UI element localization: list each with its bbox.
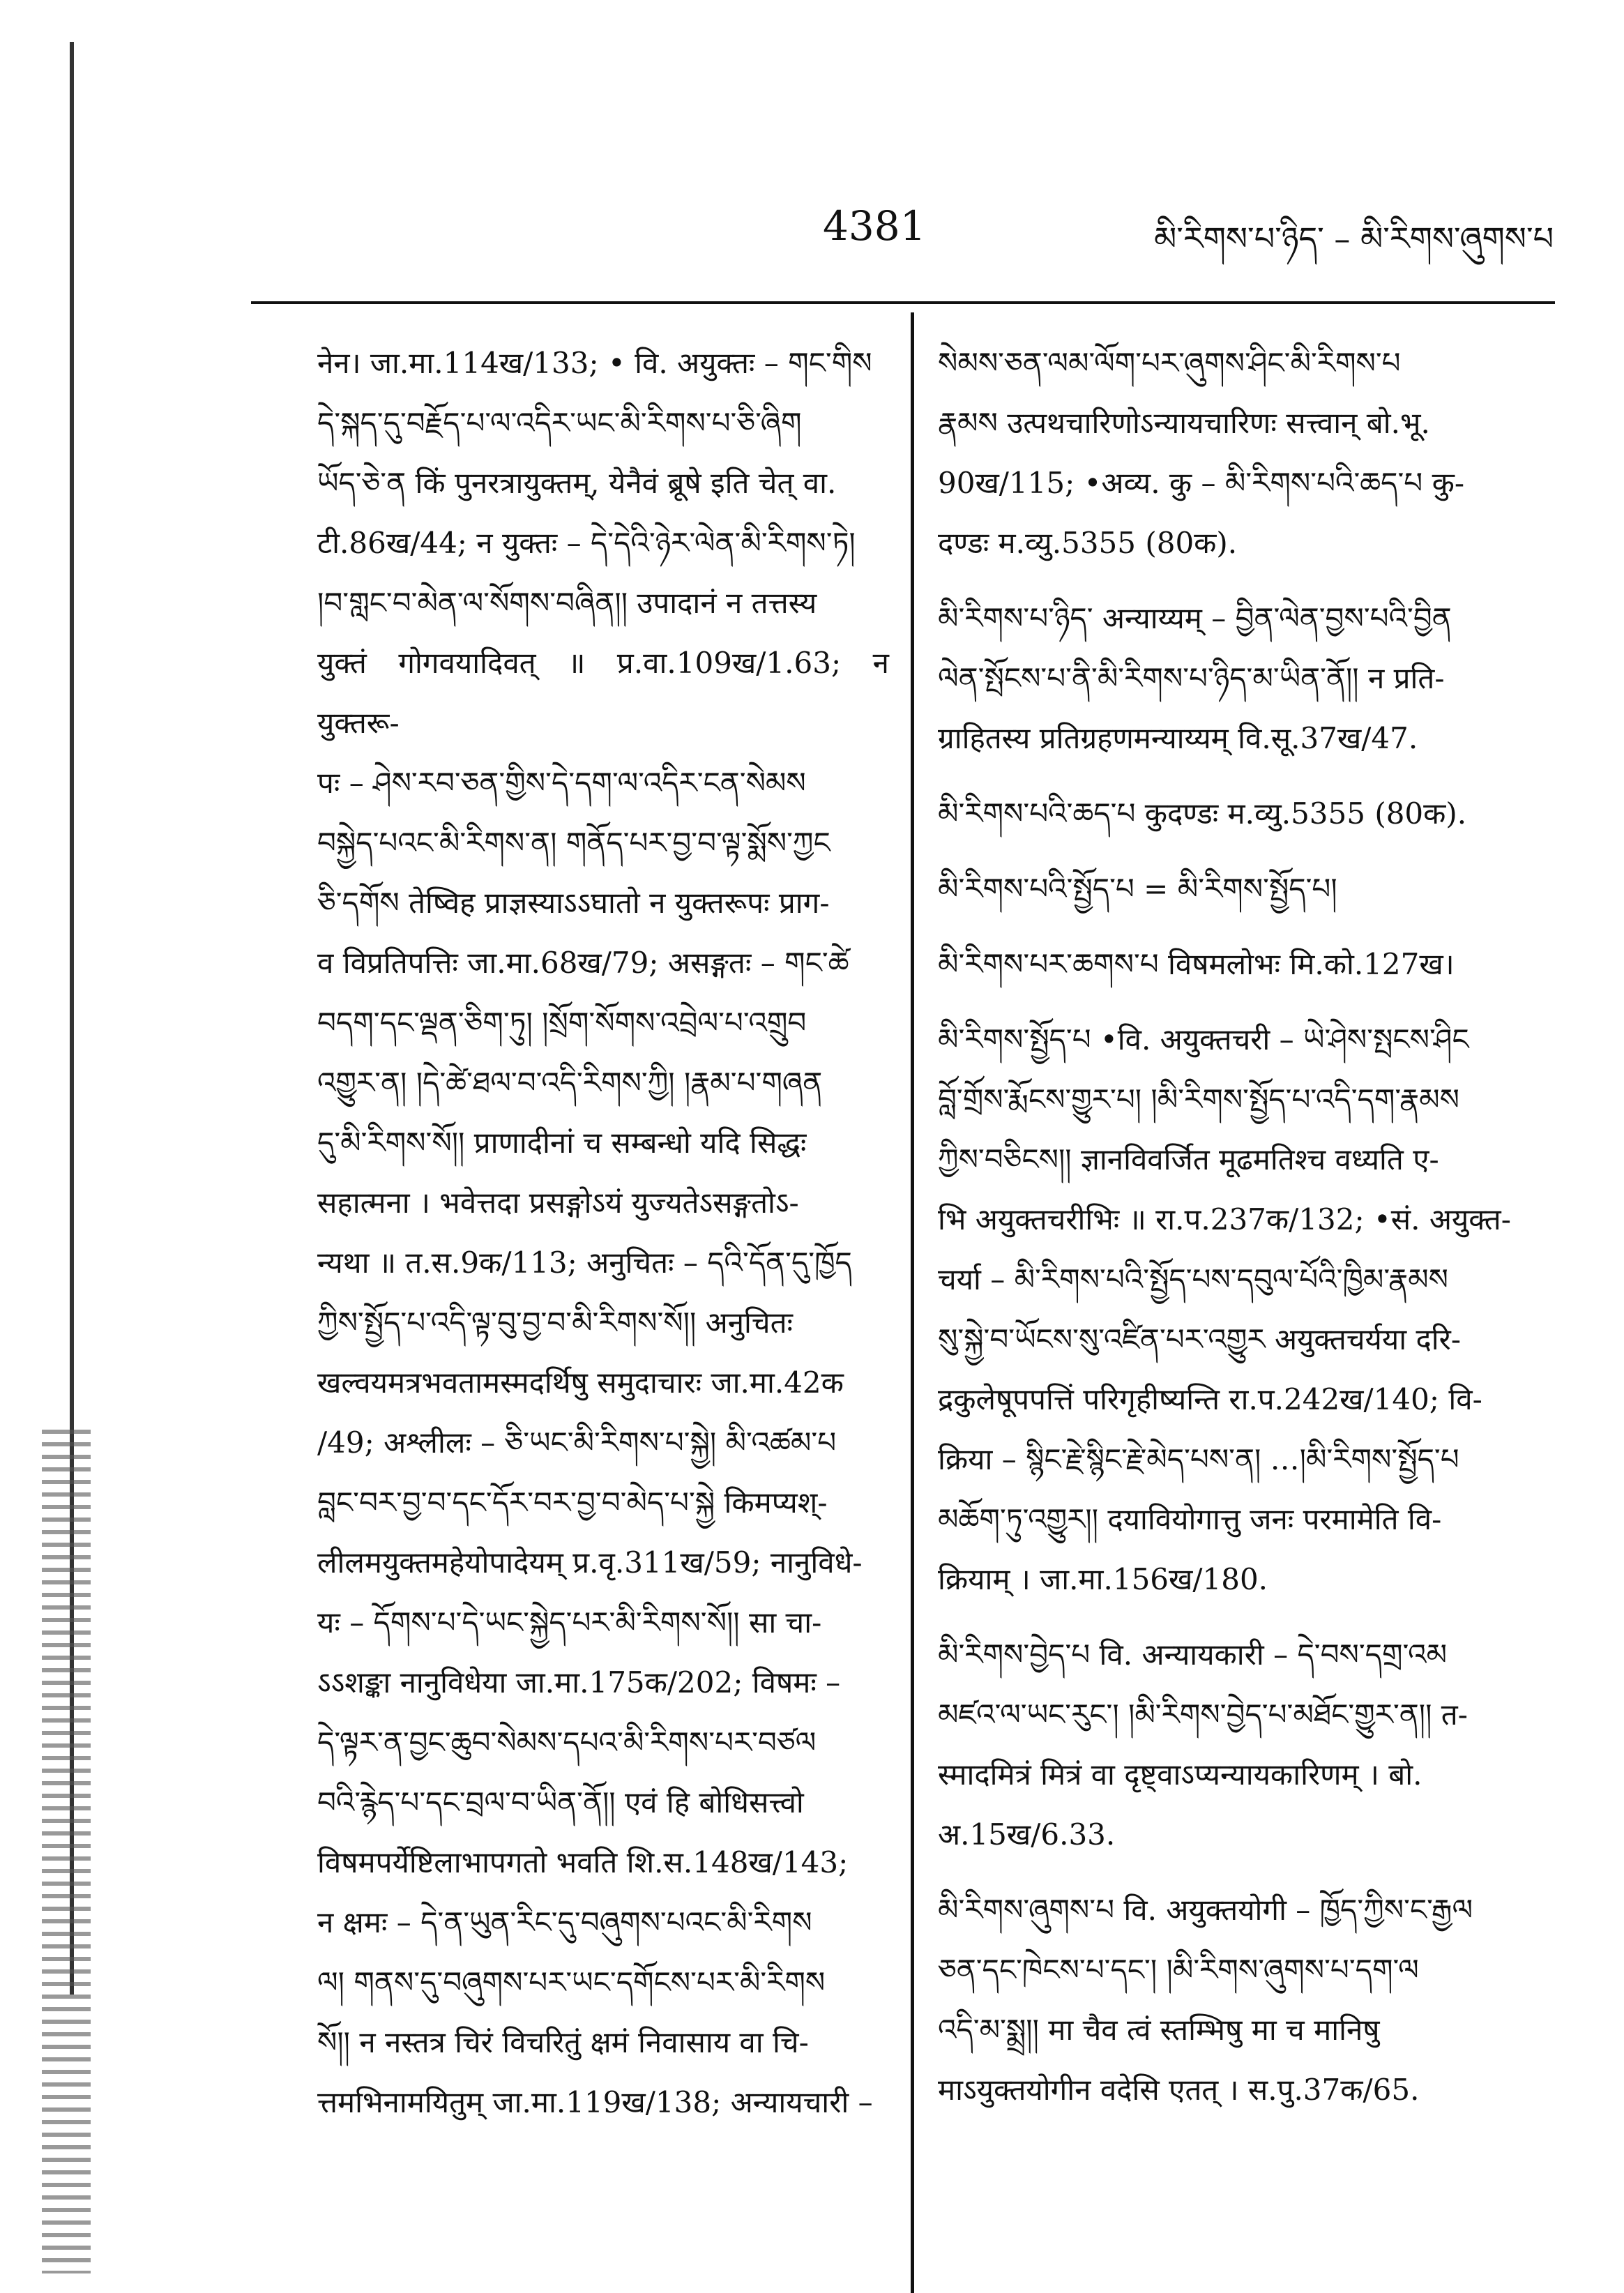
text-line: དུ་མི་རིགས་སོ།། प्राणादीनां च सम्बन्धो यदि सिद्धः xyxy=(317,1126,807,1160)
text-line: ལ། གནས་དུ་བཞུགས་པར་ཡང་དགོངས་པར་མི་རིགས xyxy=(317,1965,826,1999)
text-line: །བ་གླང་བ་མེན་ལ་སོགས་བཞིན།། उपादानं न तत्तस्य xyxy=(317,586,817,620)
text-line: རྣམས उत्पथचारिणोऽन्यायचारिणः सत्त्वान् बो.भू. xyxy=(938,406,1430,440)
column-divider xyxy=(911,312,914,2293)
text-line: भि अयुक्तचरीभिः ॥ रा.प.237क/132; •सं. अयुक्त- xyxy=(938,1202,1511,1236)
text-line: स्मादमित्रं मित्रं वा दृष्ट्वाऽप्यन्यायकारिणम् । बो. xyxy=(938,1757,1422,1792)
text-line: क्रिया – སྙིང་རྗེ་སྙིང་རྗེ་མེད་པས་ན། …།མི་རིགས་སྤྱོད་པ xyxy=(938,1442,1459,1476)
text-line: ཅན་དང་ཁེངས་པ་དང་། །མི་རིགས་ཞུགས་པ་དག་ལ xyxy=(938,1953,1419,1987)
text-line: व विप्रतिपत्तिः जा.मा.68ख/79; असङ्गतः – གང་ཚེ xyxy=(317,946,849,980)
text-line: སོ།། न नस्तत्र चिरं विचरितुं क्षमं निवासाय वा चि- xyxy=(317,2025,809,2059)
dictionary-entry xyxy=(938,589,1551,769)
text-line: བློ་གྲོས་རྨོངས་གྱུར་པ། །མི་རིགས་སྤྱོད་པ་འདི་དག་རྣམས xyxy=(938,1082,1459,1117)
text-line: ལེན་སྤོངས་པ་ནི་མི་རིགས་པ་ཉིད་མ་ཡིན་ནོ།། न प्रति- xyxy=(938,661,1445,695)
text-line: བསྐྱེད་པའང་མི་རིགས་ན། གནོད་པར་བྱ་བ་ལྟ་སྨོས་ཀྱང xyxy=(317,826,830,860)
text-line: 90ख/115; •अव्य. कु – མི་རིགས་པའི་ཆད་པ कु- xyxy=(938,466,1465,500)
text-line: पः – ཤེས་རབ་ཅན་གྱིས་དེ་དག་ལ་འདིར་ངན་སེམས xyxy=(317,766,806,800)
text-line: द्रकुलेषूपपत्तिं परिगृहीष्यन्ति रा.प.242ख/140; वि- xyxy=(938,1382,1482,1416)
page-number: 4381 xyxy=(823,202,926,250)
text-line: दण्डः म.व्यु.5355 (80क). xyxy=(938,526,1238,560)
dictionary-entry xyxy=(938,784,1551,844)
dictionary-entry xyxy=(938,859,1551,919)
text-line: न्यथा ॥ त.स.9क/113; अनुचितः – དའི་དོན་དུ་ཁྱོད xyxy=(317,1246,852,1280)
entry-headline: མི་རིགས་པ་ཉིད་ अन्याय्यम् – བྱིན་ལེན་བྱས་པའི་བྱིན xyxy=(938,601,1452,635)
text-line: सहात्मना । भवेत्तदा प्रसङ्गोऽयं युज्यतेऽसङ्गतोऽ- xyxy=(317,1186,799,1220)
text-line: ཅི་དགོས तेष्विह प्राज्ञस्याऽऽघातो न युक्तरूपः प्राग- xyxy=(317,886,830,920)
header-rule xyxy=(251,301,1555,304)
entry-headline: མི་རིགས་སྤྱོད་པ •वि. अयुक्तचरी – ཡེ་ཤེས་སྤངས་ཤིང xyxy=(938,1022,1469,1057)
text-line: བདག་དང་ལྡན་ཅིག་ཏུ། །སྲོག་སོགས་འབྲེལ་པ་འགྲུབ xyxy=(317,1006,807,1040)
text-line: युक्तं गोगवयादिवत् ॥ प्र.वा.109ख/1.63; न युक्तरू- xyxy=(317,646,889,740)
text-line: क्रियाम् । जा.मा.156ख/180. xyxy=(938,1562,1268,1596)
text-line: དེ་སྐད་དུ་བརྗོད་པ་ལ་འདིར་ཡང་མི་རིགས་པ་ཅི་ཞིག xyxy=(317,406,802,440)
text-line: नेन। जा.मा.114ख/133; • वि. अयुक्तः – གང་གིས xyxy=(317,346,872,380)
text-line: འདི་མ་སྨྲ།། मा चैव त्वं स्तम्भिषु मा च मानिषु xyxy=(938,2013,1380,2047)
right-column xyxy=(938,333,1551,2135)
text-line: /49; अश्लीलः – ཅི་ཡང་མི་རིགས་པ་སྐྱེ། མི་འཚམ་པ xyxy=(317,1425,837,1460)
text-line: སུ་སྐྱེ་བ་ཡོངས་སུ་འཛིན་པར་འགྱུར अयुक्तचर्यया दरि- xyxy=(938,1322,1462,1356)
dictionary-entry xyxy=(938,1010,1551,1610)
text-line: माऽयुक्तयोगीन वदेसि एतत् । स.पु.37क/65. xyxy=(938,2073,1420,2107)
text-line: अ.15ख/6.33. xyxy=(938,1817,1116,1852)
text-line: ཀྱིས་བཅིངས།། ज्ञानविवर्जित मूढमतिश्च वध्यति ए- xyxy=(938,1142,1439,1176)
entry-headline: མི་རིགས་བྱེད་པ वि. अन्यायकारी – དེ་བས་དགྲ་འམ xyxy=(938,1637,1448,1672)
text-line: མཛའ་ལ་ཡང་རུང་། །མི་རིགས་བྱེད་པ་མཐོང་གྱུར་ན།། त- xyxy=(938,1697,1468,1732)
running-head: མི་རིགས་པ་ཉིད་ – མི་རིགས་ཞུགས་པ xyxy=(1154,220,1554,257)
text-line: विषमपर्येष्टिलाभापगतो भवति शि.स.148ख/143; xyxy=(317,1845,849,1879)
text-line: टी.86ख/44; न युक्तः – དེ་དེའི་ཉེར་ལེན་མི་རིགས་ཏེ། xyxy=(317,526,856,560)
text-line: लीलमयुक्तमहेयोपादेयम् प्र.वृ.311ख/59; नानुविधे- xyxy=(317,1545,863,1580)
text-line: न क्षमः – དེ་ན་ཡུན་རིང་དུ་བཞུགས་པའང་མི་རིགས xyxy=(317,1905,812,1939)
text-line: ཀྱིས་སྤྱོད་པ་འདི་ལྟ་བུ་བྱ་བ་མི་རིགས་སོ།། अनुचितः xyxy=(317,1306,793,1340)
text-line: चर्या – མི་རིགས་པའི་སྤྱོད་པས་དབུལ་པོའི་ཁྱིམ་རྣམས xyxy=(938,1262,1448,1296)
text-line: त्तमभिनामयितुम् जा.मा.119ख/138; अन्यायचारी – xyxy=(317,2085,873,2119)
text-line: དེ་ལྟར་ན་བྱང་ཆུབ་སེམས་དཔའ་མི་རིགས་པར་བཙལ xyxy=(317,1725,817,1760)
entry-headline: མི་རིགས་པའི་སྤྱོད་པ = མི་རིགས་སྤྱོད་པ། xyxy=(938,872,1337,906)
text-line: བའི་རྙེད་པ་དང་བྲལ་བ་ཡིན་ནོ།། एवं हि बोधिसत्त्वो xyxy=(317,1785,804,1819)
dictionary-entry xyxy=(938,1880,1551,2120)
left-column xyxy=(317,333,889,2133)
dictionary-entry-continued xyxy=(938,333,1551,573)
text-line: བླང་བར་བྱ་བ་དང་དོར་བར་བྱ་བ་མེད་པ་སྐྱེ किमप्यश्- xyxy=(317,1485,828,1520)
entry-headline: མི་རིགས་པར་ཆགས་པ विषमलोभः मि.को.127ख। xyxy=(938,947,1455,981)
text-line: खल्वयमत्रभवतामस्मदर्थिषु समुदाचारः जा.मा.42क xyxy=(317,1365,844,1400)
scan-edge-noise xyxy=(42,1430,91,2273)
text-line: ཡོད་ཅེ་ན किं पुनरत्रायुक्तम्, येनैवं ब्रूषे इति चेत् वा. xyxy=(317,466,837,500)
text-line: སེམས་ཅན་ལམ་ལོག་པར་ཞུགས་ཤིང་མི་རིགས་པ xyxy=(938,346,1401,380)
entry-headline: མི་རིགས་ཞུགས་པ वि. अयुक्तयोगी – ཁྱོད་ཀྱིས་ང་རྒྱལ xyxy=(938,1893,1473,1927)
text-line: མཆོག་ཏུ་འགྱུར།། दयावियोगात्तु जनः परमामेति वि- xyxy=(938,1502,1442,1536)
text-line: འགྱུར་ན། །དེ་ཚེ་ཐལ་བ་འདི་རིགས་ཀྱི། །རྣམ་པ་གཞན xyxy=(317,1066,823,1100)
text-line: यः – དོགས་པ་དེ་ཡང་སྐྱེད་པར་མི་རིགས་སོ།། सा चा- xyxy=(317,1605,822,1640)
text-line: ग्राहितस्य प्रतिग्रहणमन्याय्यम् वि.सू.37ख/47. xyxy=(938,721,1418,755)
dictionary-entry xyxy=(938,934,1551,994)
dictionary-entry xyxy=(938,1625,1551,1865)
text-line: ऽऽशङ्का नानुविधेया जा.मा.175क/202; विषमः – xyxy=(317,1665,841,1700)
entry-headline: མི་རིགས་པའི་ཆད་པ कुदण्डः म.व्यु.5355 (80क). xyxy=(938,796,1467,831)
